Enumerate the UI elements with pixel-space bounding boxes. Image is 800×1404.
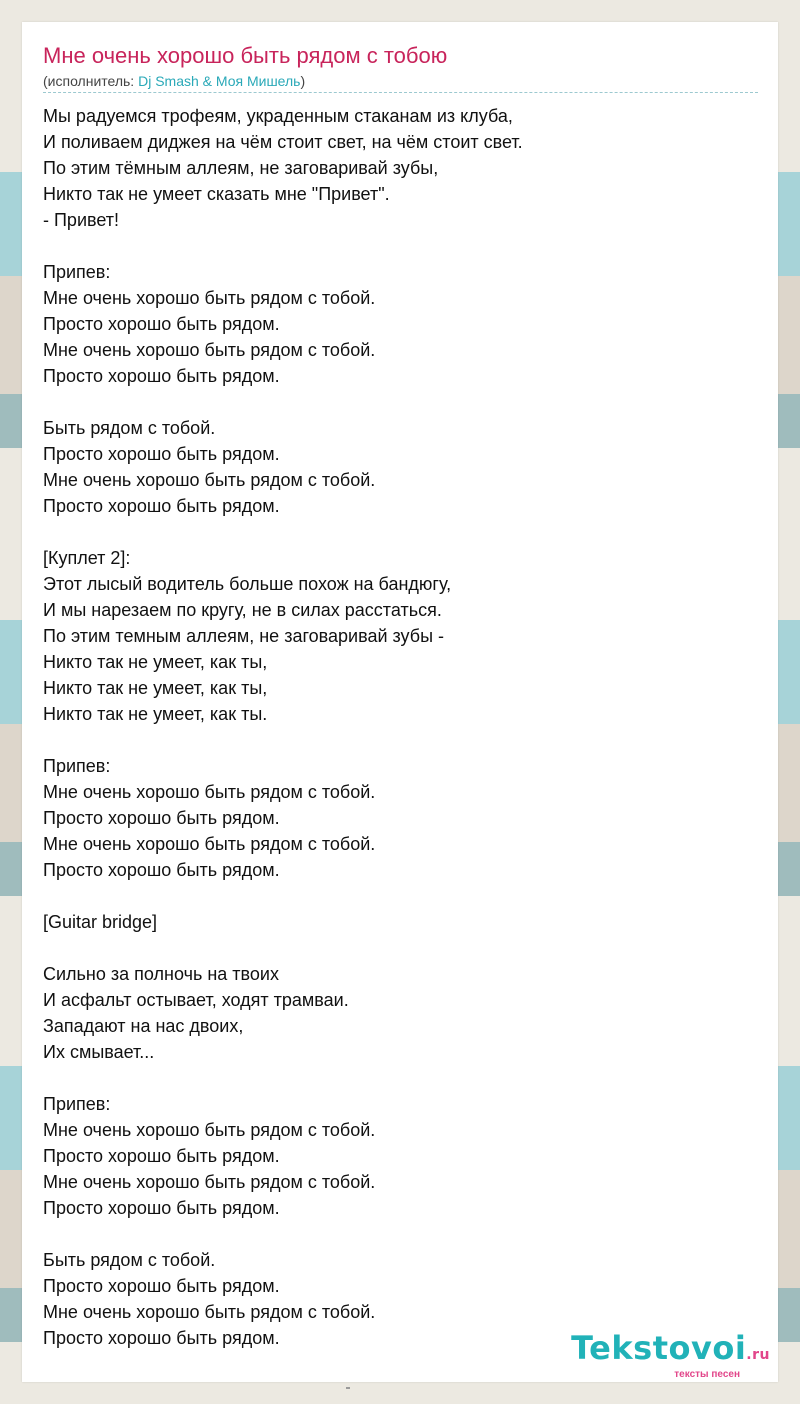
- logo-tagline: тексты песен: [674, 1369, 740, 1380]
- artist-link[interactable]: Dj Smash & Моя Мишель: [138, 73, 301, 89]
- logo-tld: .ru: [746, 1347, 770, 1363]
- logo-name: Tekstovoi: [571, 1329, 747, 1367]
- song-title: Мне очень хорошо быть рядом с тобою: [43, 43, 448, 68]
- page-marker: [346, 1387, 350, 1389]
- site-logo[interactable]: [571, 1331, 770, 1380]
- performer-label: (исполнитель:: [43, 73, 139, 89]
- lyrics-text: Мы радуемся трофеям, украденным стаканам из клуба, И поливаем диджея на чём стоит свет, на чём стоит свет. По этим тёмным аллеям, не заговаривай зубы, Никто так не умеет сказать мне "Привет". - Привет! Припев: Мне очень хорошо быть рядом с тобой. Просто хорошо быть рядом. Мне очень хорошо быть рядом с тобой. Просто хорошо быть рядом. Быть рядом с тобой. Просто хорошо быть рядом. Мне очень хорошо быть рядом с тобой. Просто хорошо быть рядом. [Куплет 2]: Этот лысый водитель больше похож на бандюгу, И мы нарезаем по кругу, не в силах расстаться. По этим темным аллеям, не заговаривай зубы - Никто так не умеет, как ты, Никто так не умеет, как ты, Никто так не умеет, как ты. Припев: Мне очень хорошо быть рядом с тобой. Просто хорошо быть рядом. Мне очень хорошо быть рядом с тобой. Просто хорошо быть рядом. [Guitar bridge] Сильно за полночь на твоих И асфальт остывает, ходят трамваи. Западают на нас двоих, Их смывает... Припев: Мне очень хорошо быть рядом с тобой. Просто хорошо быть рядом. Мне очень хорошо быть рядом с тобой. Просто хорошо быть рядом. Быть рядом с тобой. Просто хорошо быть рядом. Мне очень хорошо быть рядом с тобой. Просто хорошо быть рядом.: [43, 106, 523, 1348]
- performer-close: ): [300, 73, 306, 89]
- lyrics-card: [22, 22, 778, 1382]
- title-divider: [43, 92, 758, 93]
- performer-line: [43, 73, 305, 89]
